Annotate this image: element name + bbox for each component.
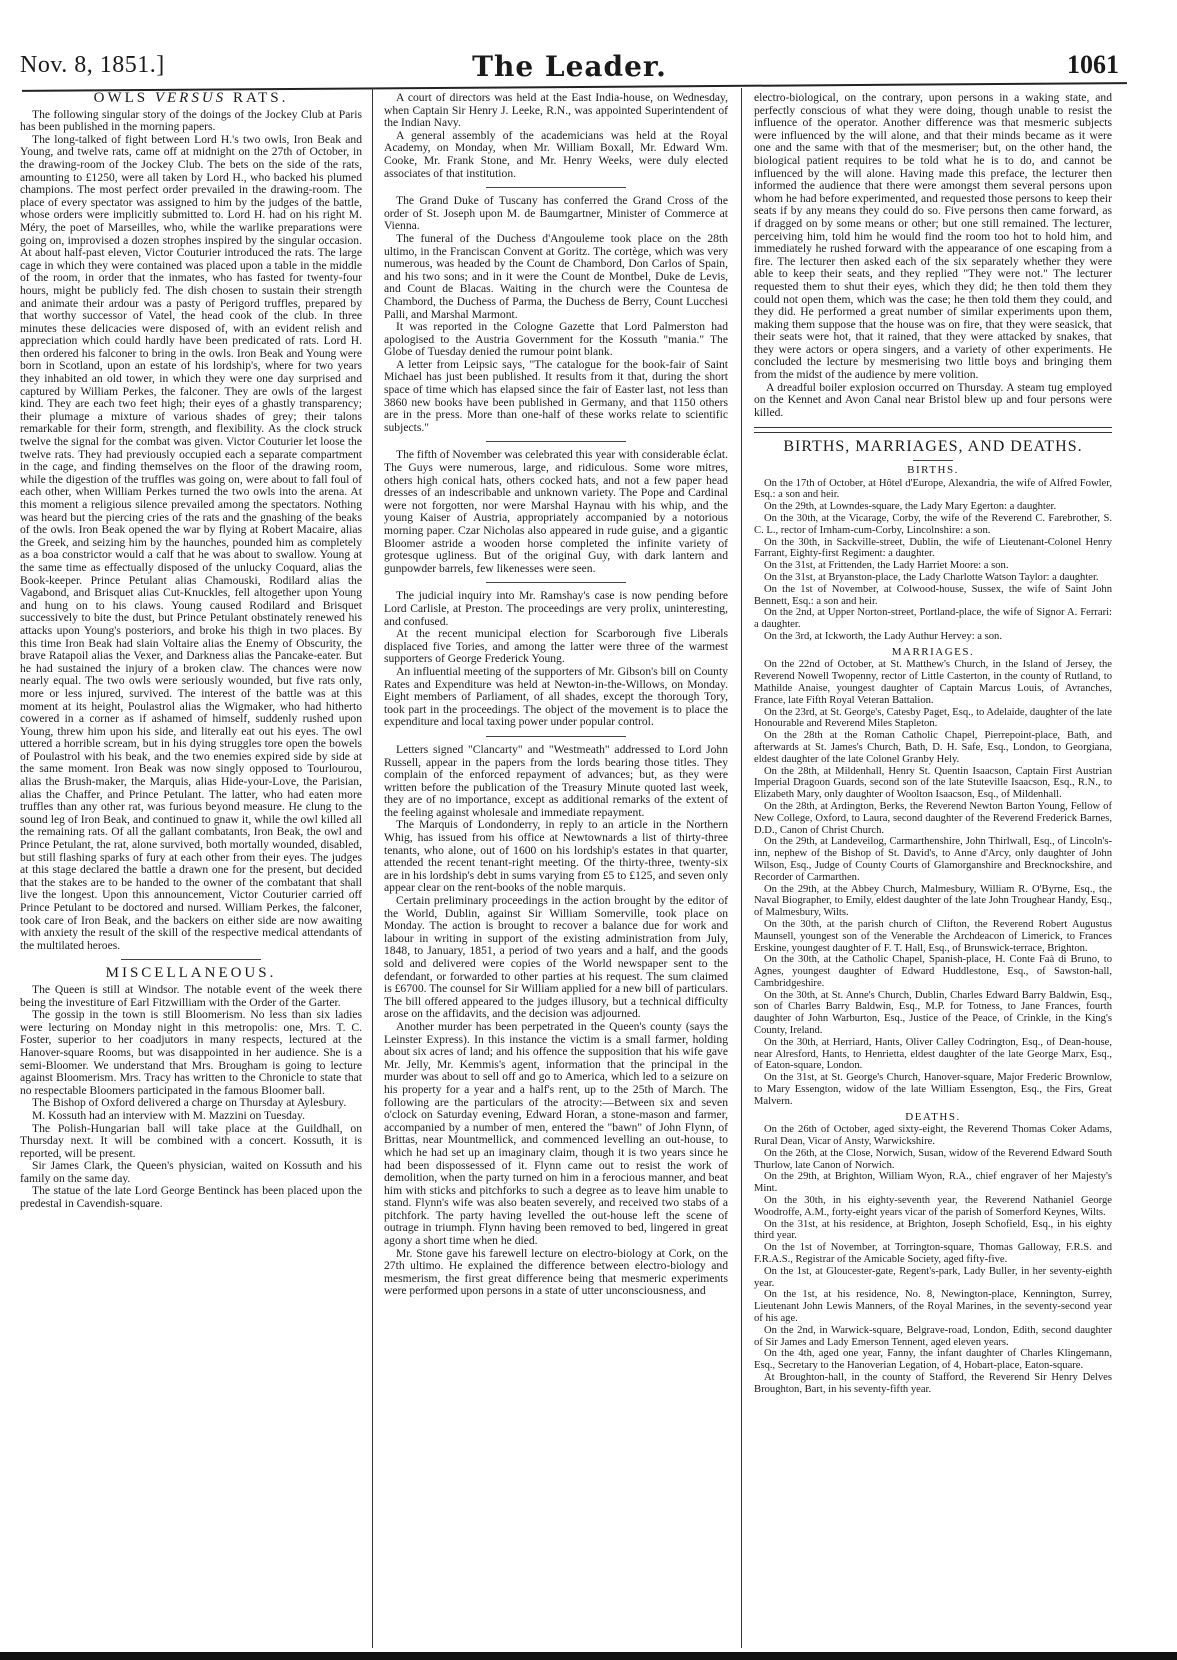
paragraph: A court of directors was held at the East India-house, on Wednesday, when Captain Sir Henry J. Leeke, R.N., was appointed Superintendent of the Indian Navy. <box>384 91 728 130</box>
birth-notice: On the 31st, at Frittenden, the Lady Harriet Moore: a son. <box>764 560 1009 572</box>
marriage-notice: On the 29th, at the Abbey Church, Malmesbury, William R. O'Byrne, Esq., the Naval Biographer, to Emily, eldest daughter of the late John Troughear Handy, Esq., of Malmesbury, Wilts. <box>754 883 1112 919</box>
paragraph: The funeral of the Duchess d'Angouleme took place on the 28th ultimo, in the Franciscan Convent at Goritz. The cortège, which was very numerous, was headed by the Count de Chambord, Don Carlos of Spain, and his two sons; and in it were the Count de Montbel, Duke de Levis, and Count de Blacas. Waiting in the church were the Countesa de Chambord, the Duchess of Parma, the Duchess de Berry, Count Lucchesi Palli, and Marshal Marmont. <box>384 231 728 321</box>
article-miscellaneous <box>20 984 362 1211</box>
newspaper-title: The Leader. <box>472 50 667 83</box>
marriage-notice: On the 29th, at Landeveilog, Carmarthenshire, John Thirlwall, Esq., of Lincoln's-inn, nephew of the Bishop of St. David's, to Anne d'Arcy, only daughter of John Wilson, Esq., Judge of County Courts of Glamorganshire and Brecknockshire, and Recorder of Carmarthen. <box>754 836 1112 883</box>
marriage-notice: On the 28th, at Ardington, Berks, the Reverend Newton Barton Young, Fellow of New College, Oxford, to Laura, second daughter of the Reverend Frederick Barnes, D.D., Canon of Christ Church. <box>754 800 1112 836</box>
column-2 <box>384 92 728 1298</box>
news-group-2 <box>384 195 728 434</box>
death-notice: On the 2nd, in Warwick-square, Belgrave-road, London, Edith, second daughter of Sir James and Lady Emerson Tennent, aged eleven years. <box>754 1324 1112 1348</box>
section-divider <box>121 959 261 960</box>
paragraph: electro-biological, on the contrary, upon persons in a waking state, and perfectly conscious of what they were doing, though unable to resist the influence of the operator. Another difference was that mesmeric subjects were influenced by the will alone, and that their minds became as it were one and the same with that of the mesmeriser; but, on the other hand, the biological patient requires to be told what he is to do, and cannot be influenced by the will alone. Having made this preface, the lecturer then informed the audience that there were amongst them several persons upon whom he had before experimented, and requested those persons to keep their seats if by any means they could do so. Five persons then came forward, as if dragged on by some means or other; but one still remained. The lecturer, perceiving him, told him he would find the room too hot to hold him, and immediately he rushed forward with the appearance of one escaping from a fire. The lecturer then asked each of the six separately whether they were able to keep their seats, and they replied "They were not." The lecturer requested them to shut their eyes, which they did; he then told them they could not open them, which was the case; he then told them they could, and they did. He performed a great number of similar experiments upon them, making them suppose that the house was on fire, that they were seasick, that their seats were hot, that it rained, that they were attacked by snakes, that they were actors or opera singers, and a variety of other experiments. He concluded the lecture by mesmerising two little boys and bringing them from the midst of the audience by mere volition. <box>754 91 1112 382</box>
birth-notice: On the 30th, in Sackville-street, Dublin, the wife of Lieutenant-Colonel Henry Farrant, Eighty-first Regiment: a daughter. <box>754 536 1112 560</box>
section-divider <box>486 736 626 737</box>
birth-notice: On the 1st of November, at Colwood-house, Sussex, the wife of Saint John Bennett, Esq.: a son and heir. <box>754 583 1112 607</box>
paragraph: The Queen is still at Windsor. The notable event of the week there being the investiture of Earl Fitzwilliam with the Order of the Garter. <box>20 982 362 1009</box>
column-3 <box>754 92 1112 1396</box>
paragraph: The statue of the late Lord George Bentinck has been placed upon the predestal in Cavendish-square. <box>20 1184 362 1211</box>
birth-notice: On the 2nd, at Upper Norton-street, Portland-place, the wife of Signor A. Ferrari: a daughter. <box>754 607 1112 631</box>
news-group-3 <box>384 449 728 575</box>
deaths-heading: DEATHS. <box>905 1110 961 1123</box>
birth-notice: On the 30th, at the Vicarage, Corby, the wife of the Reverend C. Farebrother, S. C. L., rector of Irnham-cum-Corby, Lincolnshire: a son. <box>754 513 1112 536</box>
paragraph: The gossip in the town is still Bloomerism. No less than six ladies were lecturing on Monday night in this metropolis: one, Mrs. T. C. Foster, superior to her coadjutors in many respects, lectured at the Hanover-square Rooms, but was disappointed in her audience. She is a semi-Bloomer. We understand that Mrs. Brougham is going to lecture against Bloomerism. Mrs. Tracy has written to the Chronicle to state that no respectable Bloomers participated in the famous Bloomer ball. <box>20 1008 362 1097</box>
paragraph: It was reported in the Cologne Gazette that Lord Palmerston had apologised to the Austria Government for the Kossuth "mania." The Globe of Tuesday denied the rumour point blank. <box>384 320 728 359</box>
section-divider <box>486 441 626 442</box>
article-owls-versus-rats <box>20 109 362 953</box>
paragraph: A dreadful boiler explosion occurred on Thursday. A steam tug employed on the Kennet and Avon Canal near Bristol blew up and four persons were killed. <box>754 380 1112 419</box>
page-number: 1061 <box>1067 50 1119 79</box>
paragraph: A general assembly of the academicians was held at the Royal Academy, on Monday, when Mr. William Boxall, Mr. Edward Wm. Cooke, Mr. Frank Stone, and Mr. Henry Weeks, were duly elected associates of that institution. <box>384 128 728 180</box>
issue-date: Nov. 8, 1851.] <box>20 52 165 78</box>
death-notice: On the 30th, in his eighty-seventh year, the Reverend Nathaniel George Woodroffe, A.M., forty-eight years vicar of the parish of Somerford Keynes, Wilts. <box>754 1195 1112 1218</box>
death-notice: On the 26th of October, aged sixty-eight, the Reverend Thomas Coker Adams, Rural Dean, Vicar of Ansty, Warwickshire. <box>754 1124 1112 1148</box>
marriage-notice: On the 30th, at St. Anne's Church, Dublin, Charles Edward Barry Baldwin, Esq., son of Charles Barry Baldwin, Esq., M.P. for Totness, to Jane Frances, fourth daughter of John Warburton, Esq., Justice of the Peace, of Crinkle, in the King's County, Ireland. <box>754 989 1112 1037</box>
death-notice: On the 4th, aged one year, Fanny, the infant daughter of Charles Klingemann, Esq., Secretary to the Hanoverian Legation, of 4, Hobart-place, Eaton-square. <box>754 1348 1112 1372</box>
marriage-notice: On the 23rd, at St. George's, Catesby Paget, Esq., to Adelaide, daughter of the late Honourable and Reverend Miles Stapleton. <box>754 706 1112 730</box>
marriage-notice: On the 28th, at Mildenhall, Henry St. Quentin Isaacson, Captain First Austrian Imperial Dragoon Guards, second son of the late Stuteville Isaacson, Esq., R.N., to Elizabeth Mary, only daughter of Woolton Isaacson, Esq., of Mildenhall. <box>754 765 1112 801</box>
paragraph: The Polish-Hungarian ball will take place at the Guildhall, on Thursday next. It will be combined with a concert. Kossuth, it is reported, will be present. <box>20 1121 362 1160</box>
birth-notice: On the 31st, at Bryanston-place, the Lady Charlotte Watson Taylor: a daughter. <box>764 572 1099 583</box>
marriage-notice: On the 28th at the Roman Catholic Chapel, Pierrepoint-place, Bath, and afterwards at St. James's Church, Bath, D. H. Safe, Esq., London, to Georgiana, eldest daughter of the late Colonel Granby Hely. <box>754 730 1112 765</box>
article-heading-owls-versus-rats: OWLS VERSUS RATS. <box>93 90 289 106</box>
marriage-notice: On the 31st, at St. George's Church, Hanover-square, Major Frederic Brownlow, to Mary Essengton, widow of the late William Essengton, Esq., the Firs, Great Malvern. <box>754 1072 1112 1107</box>
marriage-notice: On the 22nd of October, at St. Matthew's Church, in the Island of Jersey, the Reverend Nowell Twopenny, rector of Little Casterton, in the county of Rutland, to Mathilde Anaise, youngest daughter of Captain Marcus Louis, of Avranches, France, late Fifth Royal Veteran Battalion. <box>754 659 1112 706</box>
death-notice: On the 31st, at his residence, at Brighton, Joseph Schofield, Esq., in his eighty third year. <box>754 1218 1112 1242</box>
news-continued <box>754 92 1112 419</box>
death-notice: On the 1st, at Gloucester-gate, Regent's-park, Lady Buller, in her seventy-eighth year. <box>754 1265 1112 1289</box>
paragraph: The following singular story of the doings of the Jockey Club at Paris has been published in the morning papers. <box>20 107 362 134</box>
paragraph: Certain preliminary proceedings in the action brought by the editor of the World, Dublin, against Sir William Somerville, took place on Monday. The action is brought to recover a balance due for work and labour in writing in support of the existing administration from July, 1848, to January, 1851, a period of two years and a half, and the goods sold and delivered were copies of the World newspaper sent to the defendant, or forwarded to other parties at his request. The sum claimed is £6700. The counsel for Sir William applied for a new bill of particulars. The bill offered appeared to the judges illusory, but a technical difficulty arose on the affidavits, and the decision was adjourned. <box>384 894 728 1021</box>
death-notice: At Broughton-hall, in the county of Stafford, the Reverend Sir Henry Delves Broughton, Bart, in his seventy-fifth year. <box>754 1371 1112 1395</box>
article-heading-miscellaneous: MISCELLANEOUS. <box>105 965 277 982</box>
news-group-4 <box>384 590 728 729</box>
heading-divider <box>913 460 953 461</box>
bmd-notices <box>754 464 1112 1396</box>
bmd-heading: BIRTHS, MARRIAGES, AND DEATHS. <box>783 438 1083 456</box>
death-notice: On the 29th, at Brighton, William Wyon, R.A., chief engraver of her Majesty's Mint. <box>754 1171 1112 1195</box>
scan-bottom-edge <box>0 1652 1177 1660</box>
paragraph: The Marquis of Londonderry, in reply to an article in the Northern Whig, has issued from his office at Newtownards a list of thirty-three tenants, who alone, out of 1600 on his lordship's estates in that quarter, attended the recent tenant-right meeting. Of the thirty-three, twenty-six are in his lordship's debt in sums varying from £5 to £125, and seven only appear clear on the rent-books of the noble marquis. <box>384 818 728 895</box>
paragraph: Another murder has been perpetrated in the Queen's county (says the Leinster Express). In this instance the victim is a small farmer, holding about six acres of land; and his offence the supposition that his wife gave Mr. Jelly, Mr. Kemmis's agent, information that the principal in the murder was about to sell off and go to America, which led to a seizure on his property for a year and a half's rent, up to the 25th of March. The following are the particulars of the atrocity:—Between six and seven o'clock on Saturday evening, Edward Horan, a stone-mason and farmer, accompanied by a number of men, entered the "bawn" of John Flynn, of Brittas, near Mountmellick, and commenced levelling an out-house, to which he had set up an imaginary claim, though it is two years since he had been dispossessed of it. Flynn came out to resist the work of demolition, when the party turned on him in a ferocious manner, and beat him with sticks and pitchforks to such a degree as to leave him unable to stand. Flynn's wife was also beaten severely, and received two stabs of a pitchfork. The party having levelled the out-house left the scene of outrage in triumph. Flynn having been removed to bed, lingered in great agony a short time when he died. <box>384 1019 728 1248</box>
paragraph: The long-talked of fight between Lord H.'s two owls, Iron Beak and Young, and twelve rats, came off at midnight on the 27th of October, in the drawing-room of the Jockey Club. The bets on the side of the rats, amounting to £1250, were all taken by Lord H., who backed his plumed champions. The most perfect order prevailed in the drawing-room. The place of every spectator was assigned to him by the judges of the battle, whose orders were implicitly submitted to. Lord H. had on his right M. Méry, the poet of Marseilles, who, while the warlike preparations were going on, improvised a dozen strophes inspired by the singular occasion. At about half-past eleven, Victor Couturier introduced the rats. The large cage in which they were contained was placed upon a table in the middle of the room, in order that the inmates, who has fasted for twenty-four hours, might be publicly fed. The dish chosen to sustain their strength and animate their ardour was a pasty of Perigord truffles, prepared by that worthy successor of Vatel, the head cook of the club. In three minutes these delicacies were disposed of, with an evident relish and appreciation which could hardly have been predicated of rats. Lord H. then ordered his falconer to bring in the owls. Iron Beak and Young were born in Scotland, upon an estate of his lordship's, where for two years they inhabited an old tower, in which they were one day surprised and captured by William Perkes, the falconer. They are owls of the largest kind. They are each two feet high; their eyes of a ghastly transparency; their plumage a mixture of various shades of grey; their talons remarkable for their form, strength, and flexibility. As the clock struck twelve the signal for the combat was given. Victor Couturier let loose the twelve rats. They had previously occupied each a separate compartment in the cage, and finding themselves on the floor of the drawing room, while the digestion of the truffles was going on, were about to fall foul of each other, when William Perkes turned the two owls into the arena. At this moment a religious silence prevailed among the spectators. Nothing was heard but the piercing cries of the rats and the gnashing of the beaks of the owls. Iron Beak opened the war by flying at Robert Macaire, alias the Greek, and seizing him by the haunches, pounded him as completely as a boa constrictor would a calf that he was about to swallow. Young at the same time as effectually disposed of the unlucky Coquard, alias the Book-keeper. Prince Petulant alias Chamouski, Rodilard alias the Vagabond, and Brisquet alias Cut-Knuckles, fell altogether upon Young and hung on to his claws. Young caused Rodilard and Brisquet successively to bite the dust, but Prince Petulant obstinately renewed his attacks upon Young's posteriors, and broke his thigh in two places. By this time Iron Beak had slain Voltaire alias the Enemy of Obscurity, the brave Ratapoil alias the Vexer, and Darkness alias the Pancake-eater. But he had sustained the injury of a broken claw. The chances were now nearly equal. The two owls were seriously wounded, but five rats only, more or less injured, survived. The interest of the battle was at this moment at its height, Poulastrol alias the Wigmaker, who had hitherto cowered in a corner as if ashamed of himself, suddenly rushed upon Young, threw him upon his side, and literally eat out his eyes. The owl uttered a horrible scream, but in his dying struggles tore open the bowels of Poulastrol with his beak, and the two enemies expired side by side at the same moment. Iron Beak was now singly opposed to Tourlourou, alias the Brush-maker, the Marquis, alias Hide-your-Love, the Parisian, alias the Chaffer, and Prince Petulant. The latter, who had eaten more truffles than any other rat, was furious beyond measure. He clung to the sound leg of Iron Beak, and continued to gnaw it, while the owl killed all the remaining rats. Of all the gallant combatants, Iron Beak, the owl and Prince Petulant, the rat, alone survived, both mortally wounded, disabled, but still flashing sparks of fury at each other from their eyes. The judges at this stage declared the battle a drawn one for the present, but decided that the stakes are to be handed to the owner of the combatant that shall live the longest. Upon this announcement, Victor Couturier carried off Prince Petulant to be doctored and nursed. William Perkes, the falconer, took care of Iron Beak, and the backers on either side are now awaiting with anxiety the result of the skill of the respective medical attendants of the multilated heroes. <box>20 132 362 952</box>
paragraph: The judicial inquiry into Mr. Ramshay's case is now pending before Lord Carlisle, at Preston. The proceedings are very prolix, uninteresting, and confused. <box>384 589 728 628</box>
paragraph: A letter from Leipsic says, "The catalogue for the book-fair of Saint Michael has just been published. It results from it that, during the short space of time which has elapsed since the fair of Easter last, not less than 3860 new books have been published in Germany, and that 1150 others are in the press. More than one-half of these works relate to scientific subjects." <box>384 357 728 434</box>
births-heading: BIRTHS. <box>907 464 959 477</box>
column-divider <box>372 88 373 1648</box>
birth-notice: On the 29th, at Lowndes-square, the Lady Mary Egerton: a daughter. <box>764 501 1057 513</box>
paragraph: Mr. Stone gave his farewell lecture on electro-biology at Cork, on the 27th ultimo. He explained the difference between electro-biology and mesmerism, the first great difference being that mesmeric experiments were performed upon persons in a state of utter unconsciousness, and <box>384 1246 728 1298</box>
section-divider <box>754 427 1112 433</box>
paragraph: The Bishop of Oxford delivered a charge on Thursday at Aylesbury. <box>32 1096 347 1110</box>
paragraph: Letters signed "Clancarty" and "Westmeath" addressed to Lord John Russell, appear in the papers from the lords bearing those titles. They complain of the enforced repayment of advances; but, as they were written before the publication of the Treasury Minute quoted last week, they are of no importance, except as additional remarks of the extent of the feeling against wholesale and immediate repayment. <box>384 742 728 819</box>
marriage-notice: On the 30th, at the Catholic Chapel, Spanish-place, H. Conte Faà di Bruno, to Agnes, youngest daughter of Edward Huddlestone, Esq., of Sawston-hall, Cambridgeshire. <box>754 954 1112 989</box>
paragraph: The Grand Duke of Tuscany has conferred the Grand Cross of the order of St. Joseph upon M. de Baumgartner, Minister of Commerce at Vienna. <box>384 194 728 233</box>
news-group-5 <box>384 744 728 1298</box>
birth-notice: On the 3rd, at Ickworth, the Lady Authur Hervey: a son. <box>764 630 1003 642</box>
paragraph: An influential meeting of the supporters of Mr. Gibson's bill on County Rates and Expenditure was held at Newton-in-the-Willows, on Monday. Eight members of Parliament, of all shades, except the thorough Tory, took part in the proceedings. The object of the movement is to place the expenditure and local taxing power under popular control. <box>384 664 728 729</box>
birth-notice: On the 17th of October, at Hôtel d'Europe, Alexandria, the wife of Alfred Fowler, Esq.: a son and heir. <box>754 477 1112 501</box>
death-notice: On the 1st, at his residence, No. 8, Newington-place, Kennington, Surrey, Lieutenant John Lewis Manners, of the Royal Marines, in the seventy-second year of his age. <box>754 1289 1112 1324</box>
paragraph: M. Kossuth had an interview with M. Mazzini on Tuesday. <box>32 1108 305 1122</box>
news-group-1 <box>384 92 728 180</box>
death-notice: On the 1st of November, at Torrington-square, Thomas Galloway, F.R.S. and F.R.A.S., Registrar of the Amicable Society, aged fifty-five. <box>754 1242 1112 1266</box>
column-1 <box>20 92 362 1211</box>
section-divider <box>486 582 626 583</box>
paragraph: Sir James Clark, the Queen's physician, waited on Kossuth and his family on the same day. <box>20 1159 362 1185</box>
paragraph: The fifth of November was celebrated this year with considerable éclat. The Guys were numerous, large, and ridiculous. Some wore mitres, others high conical hats, others cocked hats, and not a few paper head dresses of an indescribable and unknown variety. The Pope and Cardinal were not forgotten, nor were Marshal Haynau with his whip, and the young Kaiser of Austria, appropriately accompanied by a notorious morning paper. Czar Nicholas also appeared in rude guise, and a gigantic Bloomer astride a wooden horse completed the infinite variety of grotesque ugliness. But of the original Guy, with dark lantern and gunpowder barrels, few likenesses were seen. <box>384 448 728 575</box>
paragraph: At the recent municipal election for Scarborough five Liberals displaced five Tories, and among the latter were three of the warmest supporters of George Frederick Young. <box>384 627 728 666</box>
death-notice: On the 26th, at the Close, Norwich, Susan, widow of the Reverend Edward South Thurlow, late Canon of Norwich. <box>754 1147 1112 1171</box>
marriages-heading: MARRIAGES. <box>891 645 975 658</box>
marriage-notice: On the 30th, at the parish church of Clifton, the Reverend Robert Augustus Maunsell, youngest son of the Venerable the Archdeacon of Limerick, to Frances Erskine, youngest daughter of F. T. Hall, Esq., of Brunswick-terrace, Brighton. <box>754 918 1112 954</box>
column-divider <box>741 88 742 1648</box>
marriage-notice: On the 30th, at Herriard, Hants, Oliver Calley Codrington, Esq., of Dean-house, near Alresford, Hants, to Henrietta, eldest daughter of the late George Marx, Esq., of Eaton-square, London. <box>754 1036 1112 1072</box>
section-divider <box>486 187 626 188</box>
